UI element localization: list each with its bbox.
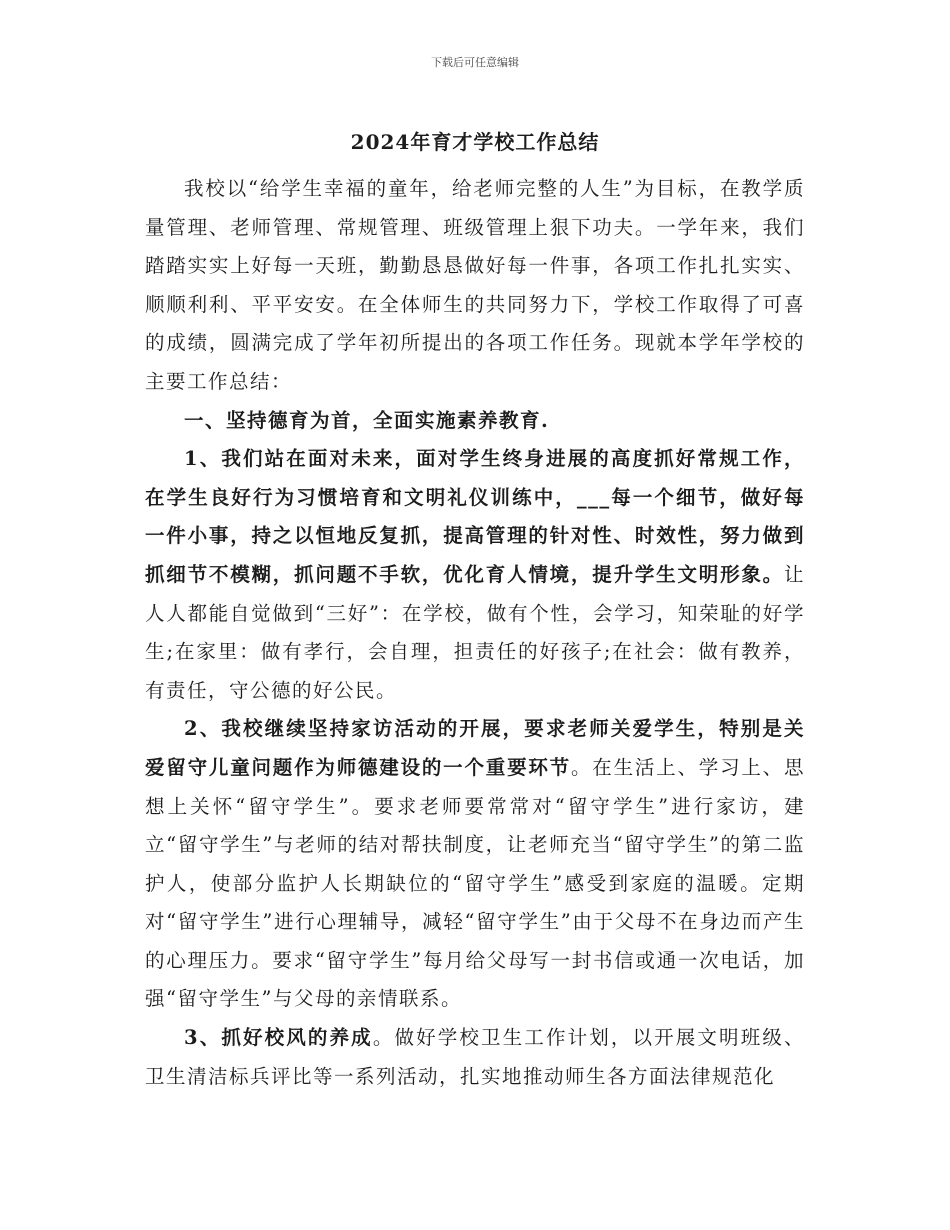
intro-paragraph: 我校以“给学生幸福的童年，给老师完整的人生”为目标，在教学质量管理、老师管理、常规管理、班级管理上狠下功夫。一学年来，我们踏踏实实上好每一天班，勤勤恳恳做好每一件事，各项工作扎扎实实、顺顺利利、平平安安。在全体师生的共同努力下，学校工作取得了可喜的成绩，圆满完成了学年初所提出的各项工作任务。现就本学年学校的主要工作总结： [145, 177, 805, 393]
item-2-text: 。在生活上、学习上、思想上关怀“留守学生”。要求老师要常常对“留守学生”进行家访，建立“留守学生”与老师的结对帮扶制度，让老师充当“留守学生”的第二监护人，使部分监护人长期缺位的“留守学生”感受到家庭的温暖。定期对“留守学生”进行心理辅导，减轻“留守学生”由于父母不在身边而产生的心理压力。要求“留守学生”每月给父母写一封书信或通一次电话，加强“留守学生”与父母的亲情联系。 [145, 755, 805, 1011]
item-1-bold-text: 1、我们站在面对未来，面对学生终身进展的高度抓好常规工作，在学生良好行为习惯培育和文明礼仪训练中，___每一个细节，做好每一件小事，持之以恒地反复抓，提高管理的针对性、时效性，努力做到抓细节不模糊，抓问题不手软，优化育人情境，提升学生文明形象。 [145, 447, 805, 586]
section-1-heading: 一、坚持德育为首，全面实施素养教育. [184, 408, 550, 432]
item-3-paragraph [145, 1019, 805, 1096]
item-3-text: 。做好学校卫生工作计划，以开展文明班级、卫生清洁标兵评比等一系列活动，扎实地推动师生各方面法律规范化 [145, 1026, 805, 1088]
item-1-paragraph [145, 440, 805, 710]
document-body [145, 170, 805, 1096]
item-3-bold-text: 3、抓好校风的养成 [184, 1026, 373, 1050]
item-2-bold-text: 2、我校继续坚持家访活动的开展，要求老师关爱学生，特别是关爱留守儿童问题作为师德建设的一个重要环节 [145, 717, 805, 779]
item-2-paragraph [145, 710, 805, 1019]
document-title: 2024年育才学校工作总结 [350, 130, 600, 154]
item-1-text: 让人人都能自觉做到“三好”：在学校，做有个性，会学习，知荣耻的好学生;在家里：做有孝行，会自理，担责任的好孩子;在社会：做有教养，有责任，守公德的好公民。 [145, 562, 805, 702]
page-header: 下载后可任意编辑 [431, 56, 519, 69]
